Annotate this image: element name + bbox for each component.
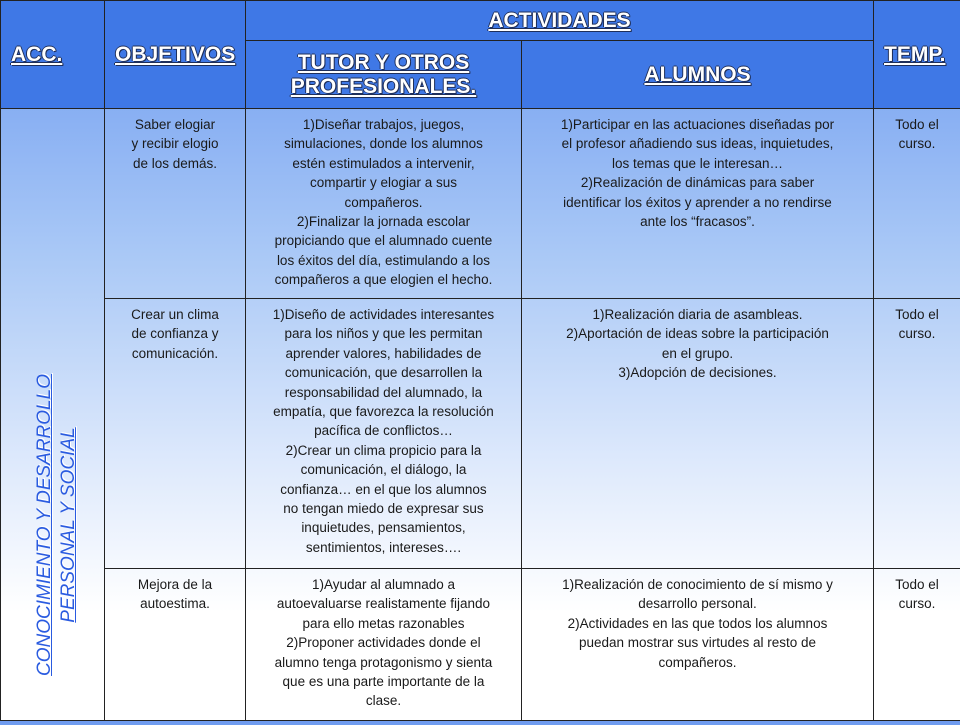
temp-cell: Todo el curso. [874,569,960,721]
table-row [1,569,960,721]
acc-category-line1: CONOCIMIENTO Y DESARROLLO [33,325,57,725]
tutor-activity-cell: 1)Ayudar al alumnado a autoevaluarse realistamente fijando para ello metas razonables 2)Proponer actividades donde el alumno tenga protagonismo y sienta que es una parte importante de la clase. [246,569,522,721]
alumnos-activity-cell: 1)Realización de conocimiento de sí mismo y desarrollo personal. 2)Actividades en las que todos los alumnos puedan mostrar sus virtudes al resto de compañeros. [522,569,874,721]
objetivo-cell: Saber elogiar y recibir elogio de los demás. [105,109,246,299]
acc-category-label [33,325,81,725]
header-tutor: TUTOR Y OTROS PROFESIONALES. [246,41,522,109]
objetivo-cell: Mejora de la autoestima. [105,569,246,721]
header-objetivos: OBJETIVOS [105,1,246,109]
header-actividades: ACTIVIDADES [246,1,874,41]
objetivo-cell: Crear un clima de confianza y comunicación. [105,299,246,569]
temp-cell: Todo el curso. [874,299,960,569]
alumnos-activity-cell: 1)Participar en las actuaciones diseñadas por el profesor añadiendo sus ideas, inquietudes, los temas que le interesan… 2)Realización de dinámicas para saber identificar los éxitos y aprender a no rendirse ante los “fracasos”. [522,109,874,299]
temp-cell: Todo el curso. [874,109,960,299]
table-row [1,299,960,569]
acc-category-cell [1,109,105,721]
alumnos-activity-cell: 1)Realización diaria de asambleas. 2)Aportación de ideas sobre la participación en el grupo. 3)Adopción de decisiones. [522,299,874,569]
acc-category-line2: PERSONAL Y SOCIAL [57,325,81,725]
header-alumnos: ALUMNOS [522,41,874,109]
tutor-activity-cell: 1)Diseño de actividades interesantes para los niños y que les permitan aprender valores, habilidades de comunicación, que desarrollen la responsabilidad del alumnado, la empatía, que favorezca la resolución pacífica de conflictos… 2)Crear un clima propicio para la comunicación, el diálogo, la confianza… en el que los alumnos no tengan miedo de expresar sus inquietudes, pensamientos, sentimientos, intereses…. [246,299,522,569]
table-row [1,109,960,299]
header-temp: TEMP. [874,1,960,109]
tutor-activity-cell: 1)Diseñar trabajos, juegos, simulaciones, donde los alumnos estén estimulados a intervenir, compartir y elogiar a sus compañeros. 2)Finalizar la jornada escolar propiciando que el alumnado cuente los éxitos del día, estimulando a los compañeros a que elogien el hecho. [246,109,522,299]
header-acc: ACC. [1,1,105,109]
